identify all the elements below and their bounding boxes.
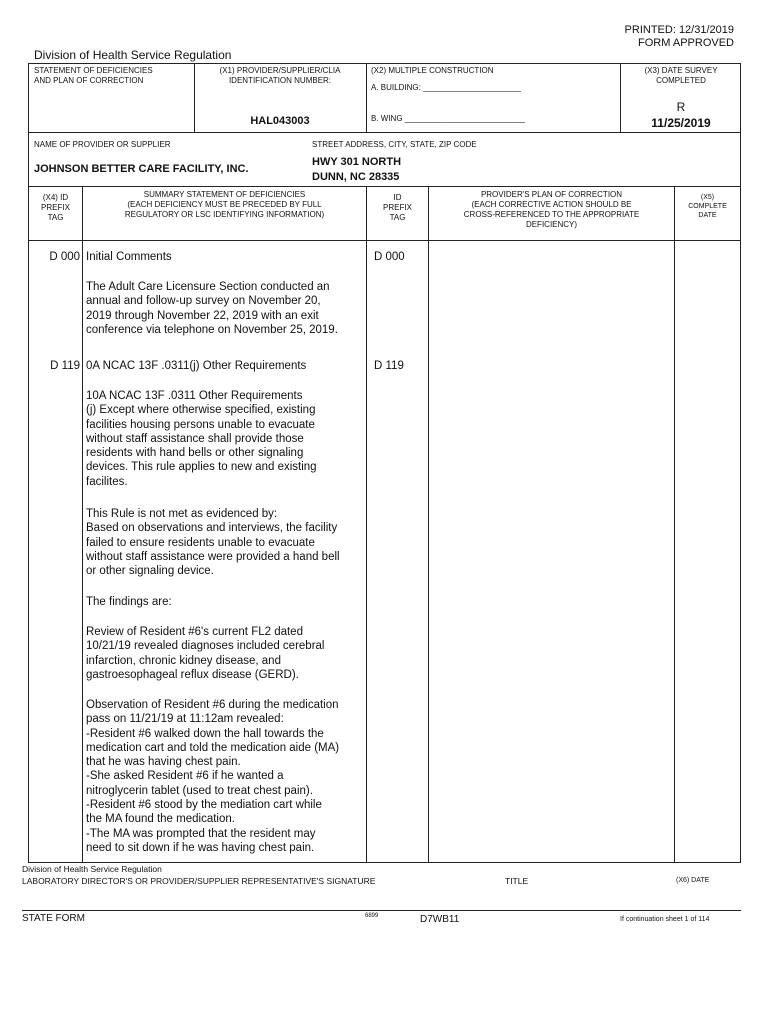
d119-observation: Observation of Resident #6 during the medication pass on 11/21/19 at 11:12am revealed: -Resident #6 walked down the hall towards the medication cart and told the medication aide (MA) that he was having chest pain. -She asked Resident #6 if he wanted a nitroglycerin tablet (used to treat chest pain). -Resident #6 stood by the mediation cart while the MA found the medication. -The MA was prompted that the resident may need to sit down if he was having chest pain. (86, 699, 340, 854)
state-form-label: STATE FORM (22, 913, 85, 924)
divider (366, 186, 367, 862)
provider-id: HAL043003 (250, 115, 310, 127)
wing-field: B. WING ___________________________ (371, 114, 525, 123)
d119-title: 0A NCAC 13F .0311(j) Other Requirements (86, 360, 307, 372)
division-title: Division of Health Service Regulation (34, 48, 232, 62)
divider (428, 186, 429, 862)
tag-d119: D 119 (50, 360, 80, 372)
frame-bottom (28, 862, 741, 863)
d119-notmet: This Rule is not met as evidenced by: Based on observations and interviews, the facility failed to ensure residents unable to evacuate without staff assistance were provided a hand bell or other signaling device. (86, 508, 340, 578)
provider-label: NAME OF PROVIDER OR SUPPLIER (34, 140, 171, 149)
signature-label: LABORATORY DIRECTOR'S OR PROVIDER/SUPPLIER REPRESENTATIVE'S SIGNATURE (22, 876, 376, 886)
d119-review: Review of Resident #6's current FL2 dated 10/21/19 revealed diagnoses included cerebral infarction, chronic kidney disease, and gastroesophageal reflux disease (GERD). (86, 626, 325, 681)
frame-left (28, 63, 29, 862)
plan-header: PROVIDER'S PLAN OF CORRECTION (EACH CORRECTIVE ACTION SHOULD BE CROSS-REFERENCED TO THE APPROPRIATE DEFICIENCY) (463, 190, 640, 229)
frame-right (740, 63, 741, 862)
continuation-sheet: If continuation sheet 1 of 114 (620, 916, 710, 923)
id-header: ID PREFIX TAG (383, 193, 412, 222)
divider (194, 63, 195, 132)
d119-rule: 10A NCAC 13F .0311 Other Requirements (j) Except where otherwise specified, existing facilities housing persons unable to evacuate without staff assistance shall provide those residents with hand bells or other signaling devices. This rule applies to new and existing facilites. (86, 390, 317, 488)
d000-title: Initial Comments (86, 251, 172, 263)
divider (28, 132, 741, 133)
divider (674, 186, 675, 862)
x6-date-label: (X6) DATE (676, 877, 710, 884)
divider (22, 910, 741, 911)
summary-header: SUMMARY STATEMENT OF DEFICIENCIES (EACH DEFICIENCY MUST BE PRECEDED BY FULL REGULATORY OR LSC IDENTIFYING INFORMATION) (124, 190, 325, 219)
provider-name: JOHNSON BETTER CARE FACILITY, INC. (34, 163, 249, 175)
d000-body: The Adult Care Licensure Section conducted an annual and follow-up survey on November 20, 2019 through November 22, 2019 with an exit conference via telephone on November 25, 2019. (86, 281, 338, 336)
x1-label: (X1) PROVIDER/SUPPLIER/CLIA IDENTIFICATION NUMBER: (219, 66, 341, 85)
frame-top (28, 63, 741, 64)
divider (28, 186, 741, 187)
x3-label: (X3) DATE SURVEY COMPLETED (644, 66, 718, 85)
address-label: STREET ADDRESS, CITY, STATE, ZIP CODE (312, 140, 477, 149)
tag-d000: D 000 (49, 251, 80, 263)
divider (366, 63, 367, 132)
title-label: TITLE (505, 876, 529, 886)
form-code: D7WB11 (420, 914, 460, 925)
divider (82, 186, 83, 862)
divider (28, 240, 741, 241)
printed-date: PRINTED: 12/31/2019 FORM APPROVED (624, 24, 734, 49)
statement-label: STATEMENT OF DEFICIENCIES AND PLAN OF CORRECTION (34, 66, 153, 85)
x2-label: (X2) MULTIPLE CONSTRUCTION (371, 66, 494, 75)
right-tag-d000: D 000 (374, 251, 405, 263)
survey-date: 11/25/2019 (651, 116, 711, 130)
survey-type: R (676, 100, 686, 114)
d119-findings: The findings are: (86, 596, 172, 608)
x4-header: (X4) ID PREFIX TAG (41, 193, 70, 222)
address: HWY 301 NORTH DUNN, NC 28335 (312, 156, 402, 183)
footer-division: Division of Health Service Regulation (22, 864, 162, 874)
form-number: 6899 (365, 913, 379, 919)
x5-header: (X5) COMPLETE DATE (688, 194, 727, 219)
building-field: A. BUILDING: ______________________ (371, 83, 521, 92)
divider (620, 63, 621, 132)
right-tag-d119: D 119 (374, 360, 404, 372)
